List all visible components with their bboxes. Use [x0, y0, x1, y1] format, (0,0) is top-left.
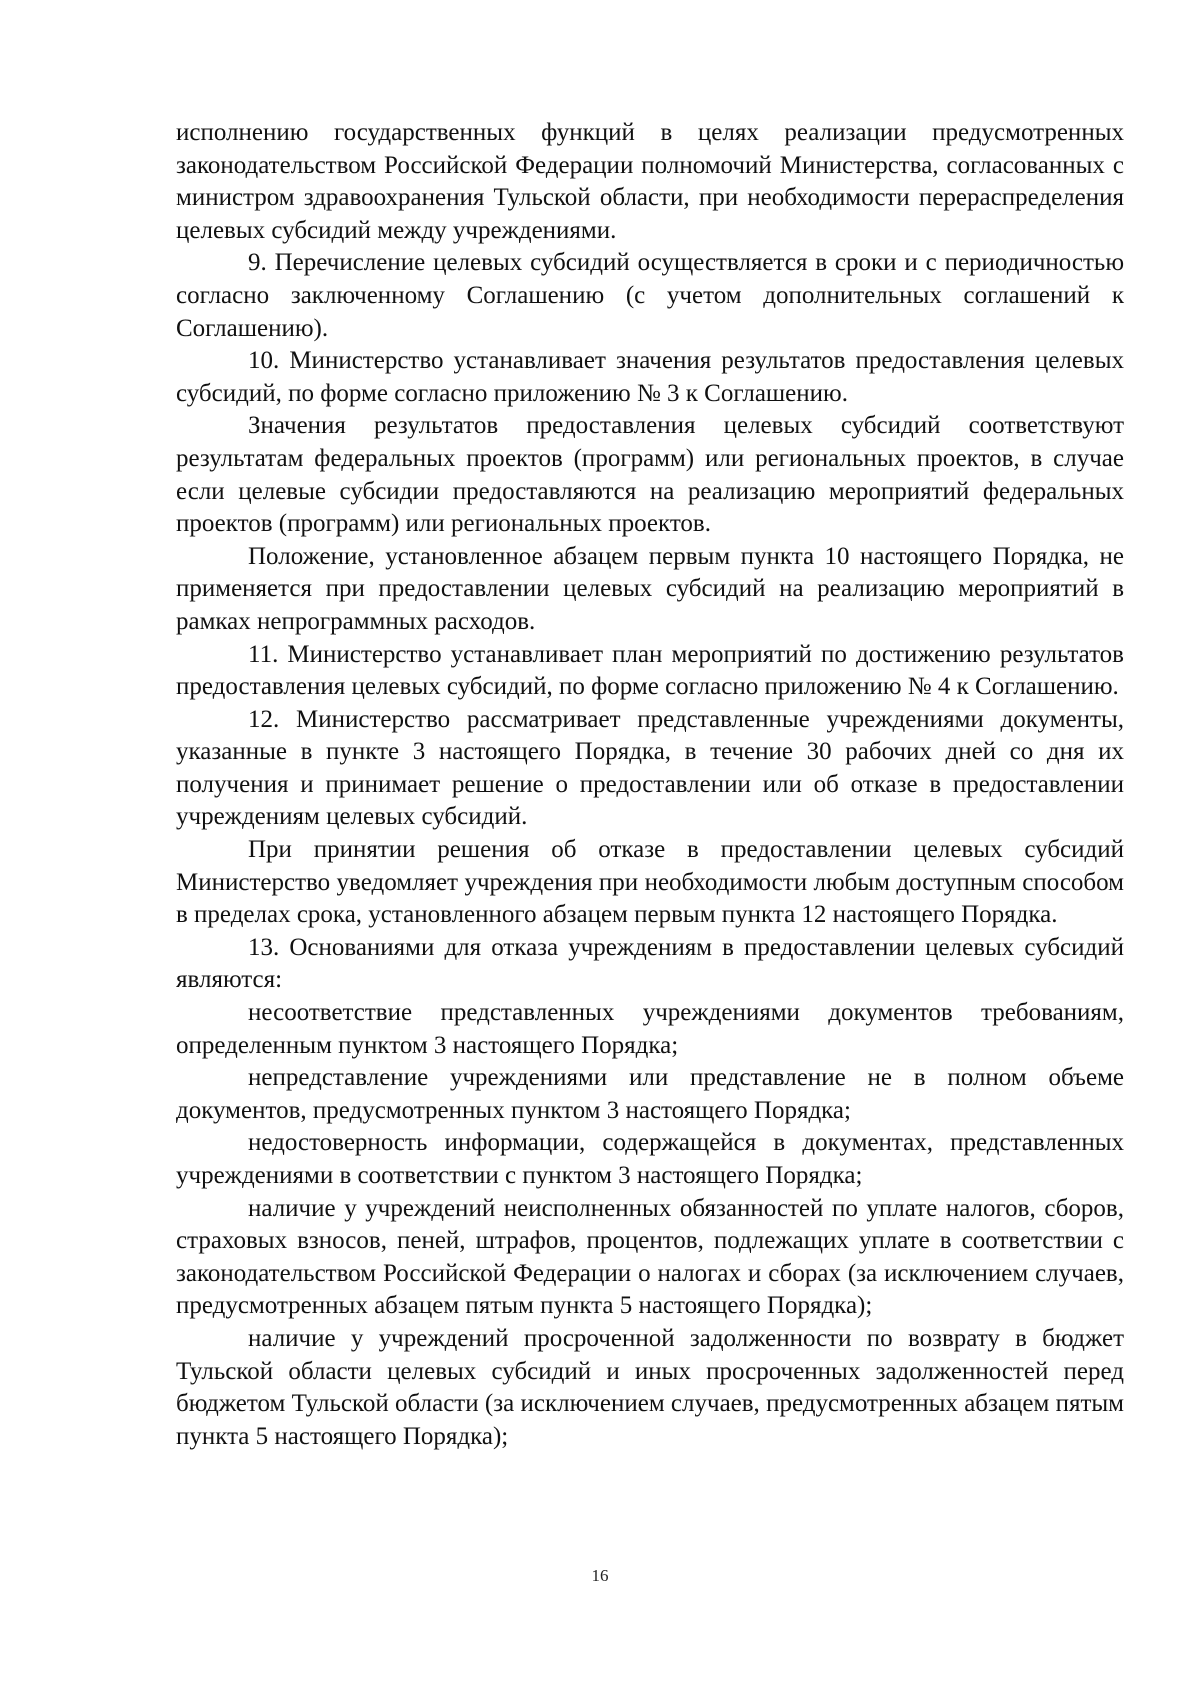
paragraph-refusal-notice: При принятии решения об отказе в предоставлении целевых субсидий Министерство уведомляет учреждения при необходимости любым доступным способом в пределах срока, установленного абзацем первым пункта 12 настоящего Порядка.: [176, 836, 1124, 929]
paragraph-ground-inaccurate: недостоверность информации, содержащейся в документах, представленных учреждениями в соответствии с пунктом 3 настоящего Порядка;: [176, 1129, 1124, 1189]
paragraph-item-13: 13. Основаниями для отказа учреждениям в предоставлении целевых субсидий являются:: [176, 933, 1124, 994]
paragraph-item-9: 9. Перечисление целевых субсидий осуществляется в сроки и с периодичностью согласно заключенному Соглашению (с учетом дополнительных соглашений к Соглашению).: [176, 249, 1124, 342]
paragraph-item-11: 11. Министерство устанавливает план мероприятий по достижению результатов предоставления целевых субсидий, по форме согласно приложению № 4 к Соглашению.: [176, 640, 1124, 701]
page-number: 16: [591, 1566, 609, 1585]
paragraph-ground-tax-debt: наличие у учреждений неисполненных обязанностей по уплате налогов, сборов, страховых взносов, пеней, штрафов, процентов, подлежащих уплате в соответствии с законодательством Российской Федерации о налогах и сборах (за исключением случаев, предусмотренных абзацем пятым пункта 5 настоящего Порядка);: [176, 1194, 1124, 1320]
paragraph-continuation: исполнению государственных функций в целях реализации предусмотренных законодательством Российской Федерации полномочий Министерства, согласованных с министром здравоохранения Тульской области, при необходимости перераспределения целевых субсидий между учреждениями.: [176, 119, 1124, 244]
paragraph-item-12: 12. Министерство рассматривает представленные учреждениями документы, указанные в пункте 3 настоящего Порядка, в течение 30 рабочих дней со дня их получения и принимает решение о предоставлении или об отказе в предоставлении учреждениям целевых субсидий.: [176, 705, 1124, 831]
paragraph-ground-budget-debt: наличие у учреждений просроченной задолженности по возврату в бюджет Тульской области целевых субсидий и иных просроченных задолженностей перед бюджетом Тульской области (за исключением случаев, предусмотренных абзацем пятым пункта 5 настоящего Порядка);: [176, 1324, 1124, 1450]
paragraph-item-10: 10. Министерство устанавливает значения результатов предоставления целевых субсидий, по форме согласно приложению № 3 к Соглашению.: [176, 347, 1124, 407]
paragraph-ground-incomplete: непредставление учреждениями или представление не в полном объеме документов, предусмотренных пунктом 3 настоящего Порядка;: [176, 1064, 1124, 1124]
document-body: [176, 117, 1124, 1453]
paragraph-provision-exception: Положение, установленное абзацем первым пункта 10 настоящего Порядка, не применяется при предоставлении целевых субсидий на реализацию мероприятий в рамках непрограммных расходов.: [176, 542, 1124, 635]
paragraph-ground-mismatch: несоответствие представленных учреждениями документов требованиям, определенным пунктом 3 настоящего Порядка;: [176, 999, 1124, 1059]
paragraph-results-values: Значения результатов предоставления целевых субсидий соответствуют результатам федеральных проектов (программ) или региональных проектов, в случае если целевые субсидии предоставляются на реализацию мероприятий федеральных проектов (программ) или региональных проектов.: [176, 412, 1124, 538]
